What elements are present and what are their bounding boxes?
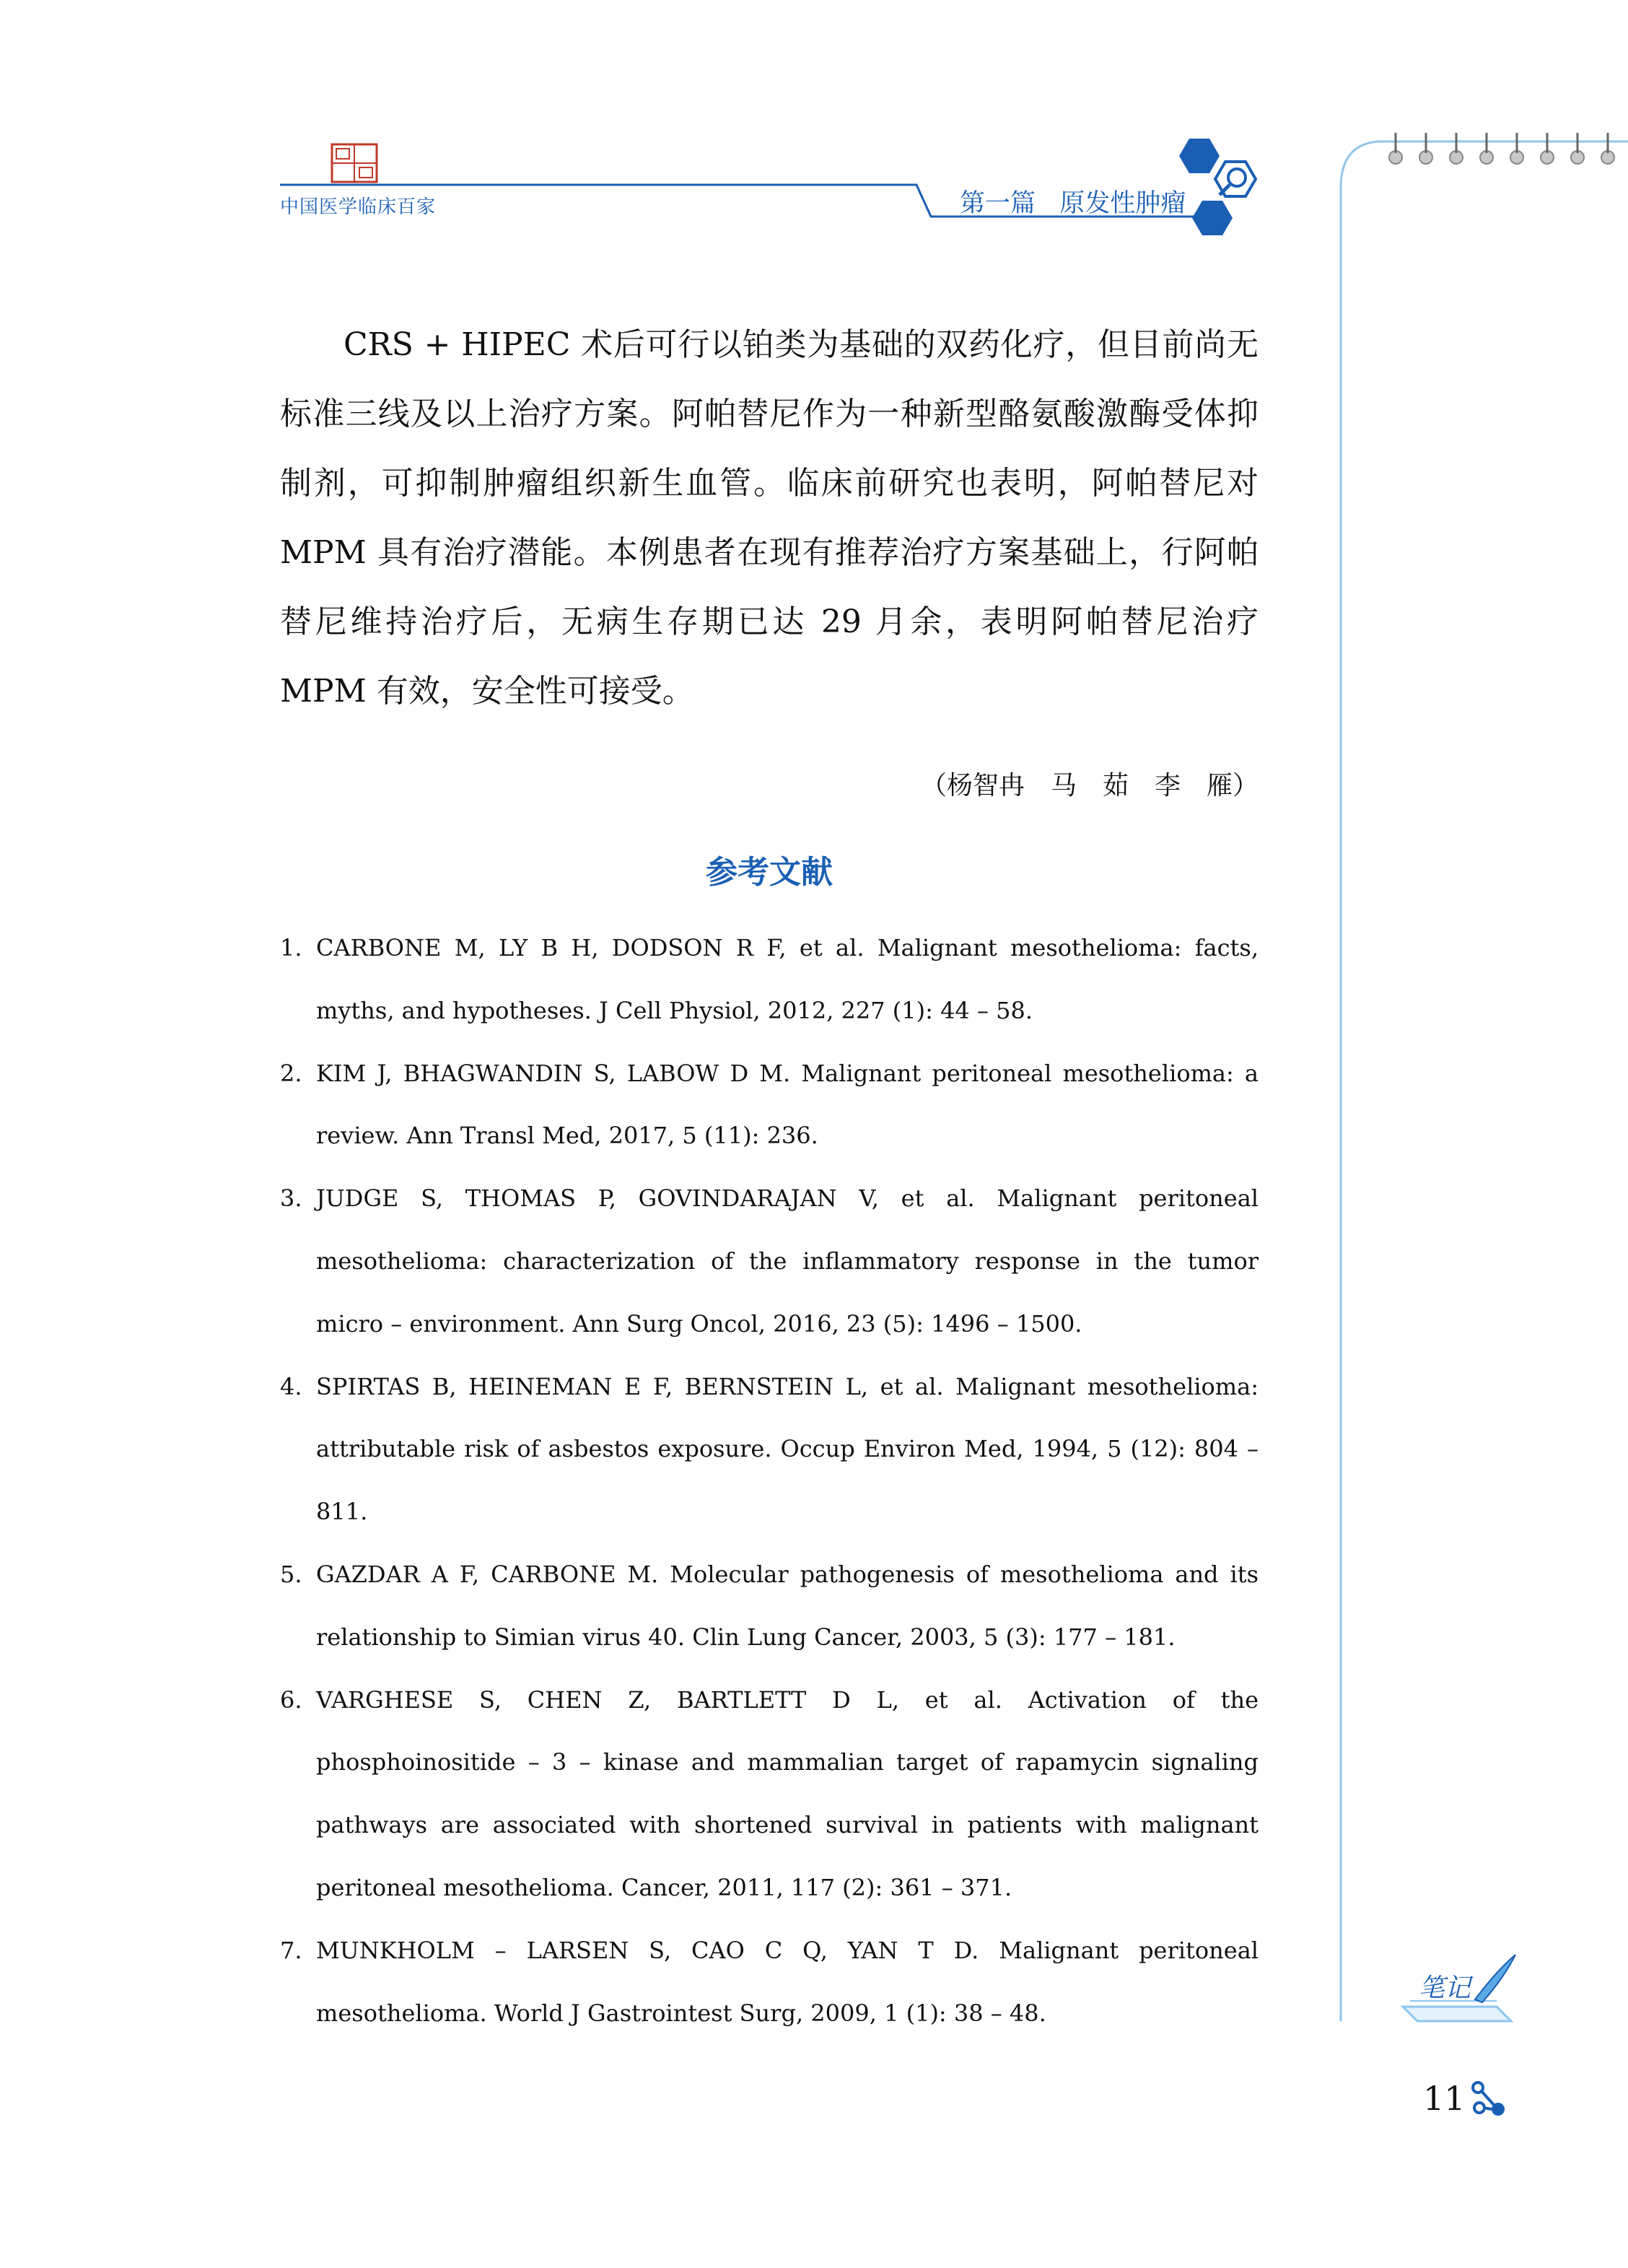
publisher-name: 中国医学临床百家 bbox=[280, 196, 437, 218]
chapter-heading bbox=[960, 183, 1186, 219]
reference-item bbox=[280, 1543, 1259, 1669]
reference-item bbox=[280, 917, 1259, 1042]
reference-text: KIM J, BHAGWANDIN S, LABOW D M. Malignant peritoneal mesothelioma: a review. Ann Transl Med, 2017, 5 (11): 236. bbox=[316, 1059, 1259, 1150]
reference-number: 5. bbox=[280, 1560, 302, 1588]
chapter-title: 原发性肿瘤 bbox=[1059, 189, 1186, 218]
discussion-paragraph: CRS + HIPEC 术后可行以铂类为基础的双药化疗，但目前尚无标准三线及以上治疗方案。阿帕替尼作为一种新型酪氨酸激酶受体抑制剂，可抑制肿瘤组织新生血管。临床前研究也表明，阿帕替尼对 MPM 具有治疗潜能。本例患者在现有推荐治疗方案基础上，行阿帕替尼维持治疗后，无病生存期已达 29 月余，表明阿帕替尼治疗 MPM 有效，安全性可接受。 bbox=[280, 326, 1259, 710]
reference-list bbox=[280, 917, 1259, 2044]
chapter-part: 第一篇 bbox=[960, 189, 1036, 218]
reference-text: CARBONE M, LY B H, DODSON R F, et al. Malignant mesothelioma: facts, myths, and hypotheses. J Cell Physiol, 2012, 227 (1): 44 – 58. bbox=[316, 934, 1259, 1024]
reference-text: VARGHESE S, CHEN Z, BARTLETT D L, et al. Activation of the phosphoinositide – 3 – kinase and mammalian target of rapamycin signaling pathways are associated with shortened survival in patients with malignant peritoneal mesothelioma. Cancer, 2011, 117 (2): 361 – 371. bbox=[316, 1685, 1259, 1901]
reference-number: 4. bbox=[280, 1372, 302, 1400]
authors: （杨智冉 马 茹 李 雁） bbox=[920, 771, 1259, 801]
reference-item bbox=[280, 1669, 1259, 1919]
reference-number: 6. bbox=[280, 1685, 302, 1714]
reference-number: 7. bbox=[280, 1936, 302, 1964]
notes-pen-icon bbox=[1388, 1949, 1518, 2028]
notes-label: 笔记 bbox=[1419, 1973, 1471, 2003]
page-number: 11 bbox=[1423, 2079, 1466, 2118]
header-rule bbox=[0, 0, 1628, 260]
reference-text: GAZDAR A F, CARBONE M. Molecular pathogenesis of mesothelioma and its relationship to Simian virus 40. Clin Lung Cancer, 2003, 5 (3): 177 – 181. bbox=[316, 1560, 1259, 1651]
reference-number: 3. bbox=[280, 1185, 302, 1213]
references-heading: 参考文献 bbox=[706, 854, 833, 891]
reference-number: 1. bbox=[280, 934, 302, 961]
reference-text: JUDGE S, THOMAS P, GOVINDARAJAN V, et al. Malignant peritoneal mesothelioma: characterization of the inflammatory response in the tumor micro – environment. Ann Surg Oncol, 2016, 23 (5): 1496 – 1500. bbox=[316, 1185, 1259, 1338]
molecule-icon bbox=[1469, 2079, 1510, 2119]
reference-text: SPIRTAS B, HEINEMAN E F, BERNSTEIN L, et al. Malignant mesothelioma: attributable risk of asbestos exposure. Occup Environ Med, 1994, 5 (12): 804 – 811. bbox=[316, 1372, 1259, 1526]
reference-item bbox=[280, 1356, 1259, 1543]
reference-text: MUNKHOLM – LARSEN S, CAO C Q, YAN T D. Malignant peritoneal mesothelioma. World J Gastrointest Surg, 2009, 1 (1): 38 – 48. bbox=[316, 1936, 1259, 2027]
publisher-logo bbox=[331, 143, 378, 183]
reference-item bbox=[280, 1042, 1259, 1168]
reference-number: 2. bbox=[280, 1059, 302, 1087]
reference-item bbox=[280, 1167, 1259, 1355]
reference-item bbox=[280, 1919, 1259, 2045]
hexagon-magnifier-icon bbox=[1168, 137, 1261, 238]
